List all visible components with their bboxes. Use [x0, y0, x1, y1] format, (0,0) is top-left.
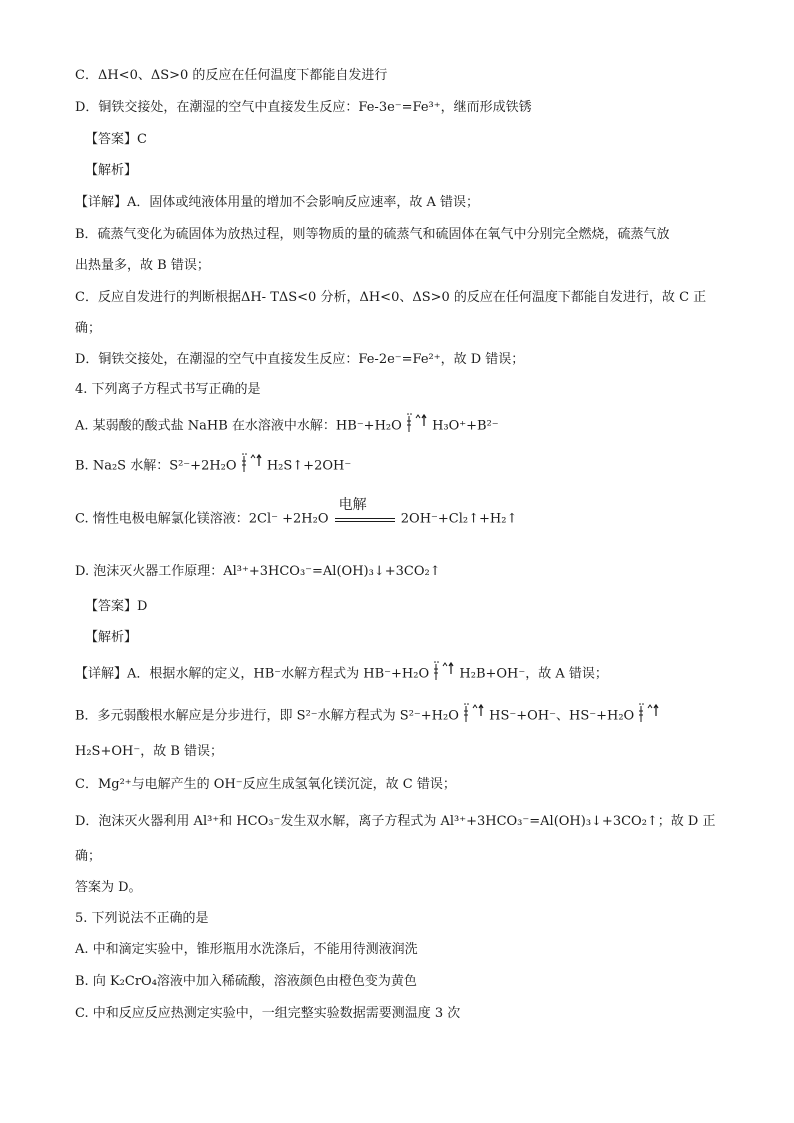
question-4-title: 4. 下列离子方程式书写正确的是 [75, 382, 261, 397]
electrolysis-label: 电解 [338, 497, 367, 513]
q4-final-answer: 答案为 D。 [75, 880, 142, 895]
detail-c-line1: C．反应自发进行的判断根据ΔH- TΔS<0 分析，ΔH<0、ΔS>0 的反应在任何温度下都能自发进行，故 C 正 [75, 290, 707, 305]
equilibrium-arrow-icon [433, 664, 455, 684]
equilibrium-arrow-icon [463, 706, 485, 726]
analysis-label-2: 【解析】 [85, 630, 138, 645]
electrolysis-sign [333, 497, 397, 529]
q4-option-b-right: H₂S↑+2OH⁻ [266, 458, 352, 474]
detail-c-line2: 确； [75, 321, 102, 336]
q4-detail-d-line1: D．泡沫灭火器利用 Al³⁺和 HCO₃⁻发生双水解，离子方程式为 Al³⁺+3HCO₃⁻=Al(OH)₃↓+3CO₂↑；故 D 正 [75, 814, 716, 829]
q4-option-b [75, 456, 351, 477]
q4-option-a [75, 416, 499, 437]
question-5-title: 5. 下列说法不正确的是 [75, 911, 209, 926]
q4-detail-c: C．Mg²⁺与电解产生的 OH⁻反应生成氢氧化镁沉淀，故 C 错误； [75, 777, 456, 792]
equilibrium-arrow-icon [241, 456, 263, 476]
option-d-text: D．铜铁交接处，在潮湿的空气中直接发生反应：Fe-3e⁻=Fe³⁺，继而形成铁锈 [75, 100, 532, 115]
answer-label: 【答案】C [85, 132, 147, 147]
equilibrium-arrow-icon [406, 416, 428, 436]
q4-detail-a-right: H₂B+OH⁻，故 A 错误； [459, 666, 608, 682]
q4-option-a-right: H₃O⁺+B²⁻ [432, 418, 499, 434]
q4-option-c [75, 497, 518, 530]
q5-option-b: B. 向 K₂CrO₄溶液中加入稀硫酸，溶液颜色由橙色变为黄色 [75, 974, 417, 989]
q5-option-c: C. 中和反应反应热测定实验中，一组完整实验数据需要测温度 3 次 [75, 1006, 461, 1021]
q4-option-d: D. 泡沫灭火器工作原理：Al³⁺+3HCO₃⁻=Al(OH)₃↓+3CO₂↑ [75, 564, 441, 579]
analysis-label: 【解析】 [85, 163, 138, 178]
answer-label-2: 【答案】D [85, 599, 148, 614]
q4-option-a-left: A. 某弱酸的酸式盐 NaHB 在水溶液中水解：HB⁻+H₂O [75, 418, 402, 434]
q4-detail-b-cont: H₂S+OH⁻，故 B 错误； [75, 744, 224, 759]
detail-b-line2: 出热量多，故 B 错误； [75, 258, 210, 273]
q4-detail-a [75, 664, 608, 685]
detail-d: D．铜铁交接处，在潮湿的空气中直接发生反应：Fe-2e⁻=Fe²⁺，故 D 错误； [75, 352, 525, 367]
q4-option-c-right: 2OH⁻+Cl₂↑+H₂↑ [400, 511, 518, 527]
q4-detail-b-middle: HS⁻+OH⁻、HS⁻+H₂O [489, 708, 635, 724]
detail-a: 【详解】A．固体或纯液体用量的增加不会影响反应速率，故 A 错误； [75, 195, 480, 210]
q4-option-c-left: C. 惰性电极电解氯化镁溶液：2Cl⁻ +2H₂O [75, 511, 329, 527]
q4-detail-a-left: 【详解】A．根据水解的定义，HB⁻水解方程式为 HB⁻+H₂O [75, 666, 430, 682]
equilibrium-arrow-icon [638, 706, 660, 726]
q4-detail-b-left: B．多元弱酸根水解应是分步进行，即 S²⁻水解方程式为 S²⁻+H₂O [75, 708, 459, 724]
option-c-text: C．ΔH<0、ΔS>0 的反应在任何温度下都能自发进行 [75, 68, 388, 83]
q5-option-a: A. 中和滴定实验中，锥形瓶用水洗涤后，不能用待测液润洗 [75, 942, 418, 957]
q4-option-b-left: B. Na₂S 水解：S²⁻+2H₂O [75, 458, 237, 474]
q4-detail-d-line2: 确； [75, 849, 102, 864]
q4-detail-b [75, 706, 660, 727]
detail-b-line1: B．硫蒸气变化为硫固体为放热过程，则等物质的量的硫蒸气和硫固体在氧气中分别完全燃烧，硫蒸气放 [75, 227, 670, 242]
